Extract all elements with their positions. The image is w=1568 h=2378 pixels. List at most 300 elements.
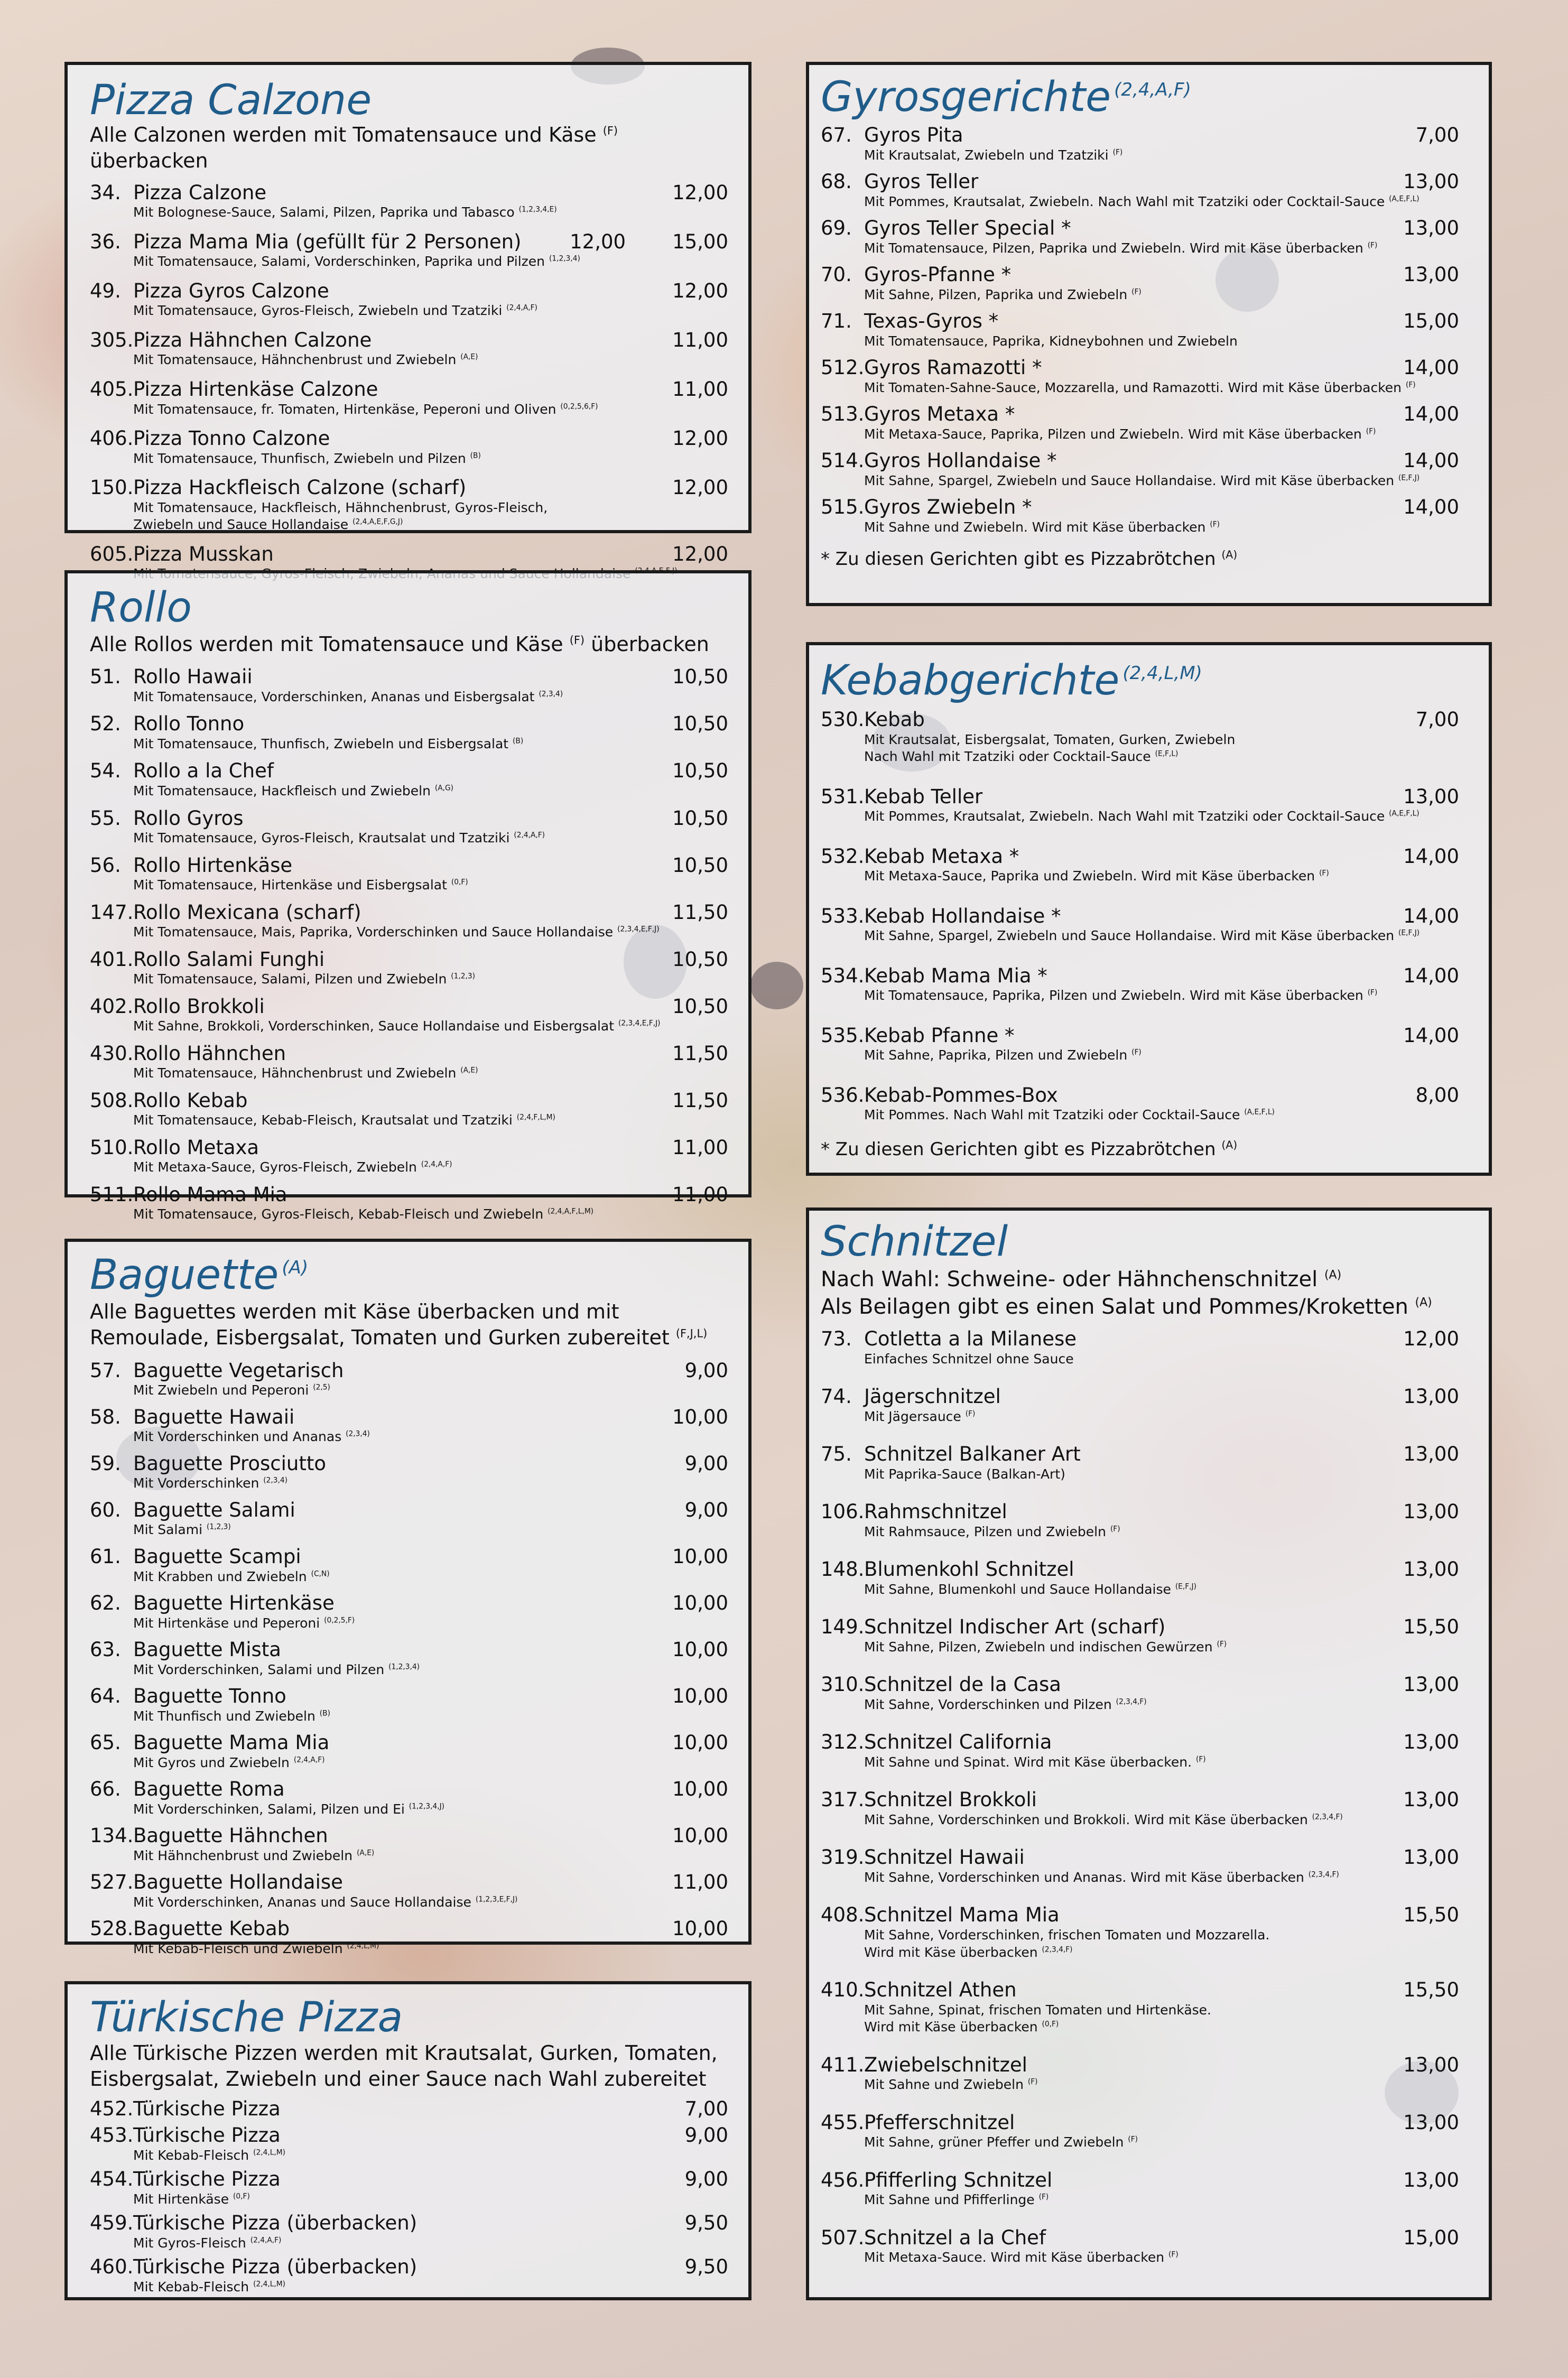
item-number: 56. [90,853,121,877]
item-price: 15,50 [1403,1615,1459,1639]
item-price: 14,00 [1403,356,1459,379]
item-name: Kebab [864,708,925,731]
item-price: 14,00 [1403,449,1459,472]
item-name: Schnitzel Mama Mia [864,1903,1060,1927]
allergen-codes: (2,4,A,F) [250,2236,282,2245]
allergen-codes: (F) [1319,869,1329,878]
allergen-codes: (A,E,F,L) [1389,194,1419,203]
item-number: 150. [90,476,134,499]
item-description: Mit Tomatensauce, Thunfisch, Zwiebeln und Pilzen $^{(B)}$ [133,450,481,466]
item-description: Mit Tomatensauce, Hirtenkäse und Eisbergsalat $^{(0,F)}$ [133,877,468,893]
item-price: 10,00 [672,1545,728,1568]
menu-item-row [821,1846,1459,1869]
menu-item [90,1732,728,1771]
menu-item [821,965,1459,1005]
item-name: Blumenkohl Schnitzel [864,1558,1074,1581]
menu-item-row [821,846,1459,868]
menu-list [821,1328,1459,2266]
menu-item-row [90,1732,728,1754]
item-name: Kebab Metaxa * [864,844,1019,868]
item-description: Mit Krabben und Zwiebeln $^{(C,N)}$ [133,1568,330,1584]
section-intro: Alle Rollos werden mit Tomatensauce und Käse $^{(F)}$ überbacken [90,633,709,656]
allergen-codes: (1,2,3,4) [388,1662,420,1671]
item-description: Mit Sahne, Pilzen, Zwiebeln und indischen Gewürzen $^{(F)}$ [864,1639,1227,1655]
item-description: Mit Tomatensauce, Hähnchenbrust und Zwiebeln $^{(A,E)}$ [133,352,478,368]
allergen-codes: (F) [1038,2193,1049,2201]
menu-item [90,713,728,753]
item-description: Mit Vorderschinken und Ananas $^{(2,3,4)}$ [133,1429,370,1445]
item-description: Mit Sahne, Spinat, frischen Tomaten und Hirtenkäse. Wird mit Käse überbacken $^{(0,F)}$ [864,2002,1212,2035]
item-number: 401. [90,948,134,971]
item-number: 405. [90,377,134,401]
menu-item [90,378,728,418]
menu-item [90,1546,728,1585]
allergen-codes: (F) [1196,1755,1206,1764]
menu-item [90,329,728,369]
item-price: 9,00 [684,1359,728,1382]
menu-item [90,807,728,847]
item-description: Mit Sahne, grüner Pfeffer und Zwiebeln $^{(F)}$ [864,2134,1138,2150]
item-description: Mit Sahne, Vorderschinken und Ananas. Wird mit Käse überbacken $^{(2,3,4,F)}$ [864,1869,1339,1885]
menu-item [821,264,1459,303]
item-name: Gyros Hollandaise * [864,449,1057,472]
allergen-codes: (F) [1367,988,1378,997]
menu-item-row [821,1979,1459,2002]
item-description: Mit Kebab-Fleisch $^{(2,4,L,M)}$ [133,2279,285,2295]
item-description: Mit Tomatensauce, Paprika, Pilzen und Zwiebeln. Wird mit Käse überbacken $^{(F)}$ [864,988,1378,1004]
section-intro: Alle Türkische Pizzen werden mit Krautsalat, Gurken, Tomaten, Eisbergsalat, Zwiebeln und einer Sauce nach Wahl zubereitet [90,2041,718,2091]
item-price: 11,00 [672,1183,728,1206]
item-price: 15,50 [1403,1978,1459,2002]
menu-item-row [90,428,728,450]
item-number: 402. [90,995,134,1018]
menu-item-row [90,1043,728,1065]
menu-item-row [90,182,728,205]
item-description: Mit Metaxa-Sauce, Paprika, Pilzen und Zwiebeln. Wird mit Käse überbacken $^{(F)}$ [864,426,1376,442]
item-description: Mit Metaxa-Sauce, Gyros-Fleisch, Zwiebeln $^{(2,4,A,F)}$ [133,1159,452,1175]
item-name: Baguette Prosciutto [133,1452,326,1475]
section-title: Rollo [90,584,192,631]
item-description: Mit Tomaten-Sahne-Sauce, Mozzarella, und Ramazotti. Wird mit Käse überbacken $^{(F)}$ [864,379,1416,395]
item-name: Gyros Zwiebeln * [864,496,1032,519]
item-description: Mit Sahne, Paprika, Pilzen und Zwiebeln $^{(F)}$ [864,1047,1142,1063]
allergen-codes: (1,2,3) [206,1523,231,1532]
item-name: Jägerschnitzel [864,1385,1001,1408]
menu-item-row [90,1137,728,1159]
item-price: 7,00 [684,2097,728,2120]
menu-list [90,182,728,583]
menu-item [90,2098,728,2121]
menu-item [821,1789,1459,1828]
item-name: Gyros-Pfanne * [864,263,1012,286]
item-price: 13,00 [1403,2168,1459,2191]
item-name: Türkische Pizza [133,2124,281,2147]
item-description: Mit Hirtenkäse und Peperoni $^{(0,2,5,F)}$ [133,1615,355,1631]
menu-item [90,1592,728,1632]
item-name: Baguette Hawaii [133,1405,295,1428]
item-number: 134. [90,1824,134,1847]
menu-item [90,1453,728,1492]
menu-item-row [821,2112,1459,2134]
item-name: Zwiebelschnitzel [864,2053,1027,2076]
allergen-codes: (F) [1027,2077,1038,2086]
menu-list [821,124,1459,536]
item-number: 512. [821,356,865,379]
item-number: 534. [821,964,865,987]
section-title: Kebabgerichte $^{(2,4,L,M)}$ [821,657,1202,704]
menu-item-row [90,2256,728,2279]
item-description: Mit Pommes, Krautsalat, Zwiebeln. Nach Wahl mit Tzatziki oder Cocktail-Sauce $^{(A,E,F,L)}$ [864,193,1419,209]
item-number: 310. [821,1673,865,1696]
allergen-codes: (F) [1367,241,1378,250]
menu-item-row [821,1386,1459,1408]
menu-item [821,1501,1459,1540]
allergen-codes: (B) [513,737,524,746]
menu-item [821,786,1459,825]
menu-item [90,1043,728,1082]
menu-item-row [90,854,728,877]
section-baguette [64,1239,751,1956]
menu-item [90,1639,728,1678]
menu-item-row [90,1918,728,1940]
menu-item-row [90,1546,728,1568]
allergen-codes: (1,2,3) [451,972,475,981]
menu-item-row [90,996,728,1018]
item-price: 13,00 [1403,2053,1459,2076]
menu-item [90,1918,728,1957]
item-name: Baguette Mista [133,1638,281,1661]
allergen-codes: (2,5) [313,1383,330,1392]
menu-item-row [90,1592,728,1615]
item-name: Baguette Hirtenkäse [133,1592,335,1615]
item-number: 430. [90,1042,134,1065]
item-name: Schnitzel Balkaner Art [864,1443,1081,1466]
allergen-codes: (2,4,A,F) [293,1755,325,1764]
item-number: 532. [821,844,865,868]
item-name: Schnitzel California [864,1731,1052,1754]
menu-item [90,2212,728,2252]
menu-item [821,1386,1459,1425]
item-name: Pizza Tonno Calzone [133,427,330,450]
allergen-codes: (F) [1131,1048,1142,1057]
menu-item-row [821,965,1459,988]
allergen-codes: (2,3,4,E,F,J) [617,925,660,934]
item-name: Gyros Metaxa * [864,403,1015,426]
menu-item-row [821,171,1459,193]
item-name: Rollo Hirtenkäse [133,853,293,877]
item-description: Mit Sahne, Pilzen, Paprika und Zwiebeln $^{(F)}$ [864,286,1142,302]
allergen-codes: (F) [1168,2250,1179,2259]
item-description: Mit Thunfisch und Zwiebeln $^{(B)}$ [133,1708,330,1724]
item-description: Mit Kebab-Fleisch und Zwiebeln $^{(2,4,L,M)}$ [133,1940,379,1956]
section-intro: Alle Calzonen werden mit Tomatensauce und Käse $^{(F)}$ überbacken [90,123,618,173]
allergen-codes: (0,F) [1042,2020,1059,2029]
menu-item-row [821,1904,1459,1927]
allergen-codes: (F) [1405,380,1416,389]
item-number: 70. [821,263,852,286]
item-description: Mit Jägersauce $^{(F)}$ [864,1408,976,1424]
menu-item [821,1025,1459,1064]
item-price: 7,00 [1415,708,1459,731]
menu-item-row [90,2212,728,2235]
section-note: * Zu diesen Gerichten gibt es Pizzabrötchen $^{(A)}$ [821,549,1238,570]
item-description: Mit Vorderschinken, Salami, Pilzen und Ei $^{(1,2,3,4,J)}$ [133,1801,445,1817]
item-price: 9,00 [684,1452,728,1475]
item-price: 13,00 [1403,1558,1459,1581]
item-name: Rollo Kebab [133,1089,248,1112]
menu-item-row [821,496,1459,519]
menu-item [90,1184,728,1223]
item-price: 10,50 [672,948,728,971]
item-price: 12,00 [672,542,728,565]
item-name: Gyros Pita [864,124,963,146]
item-description: Mit Sahne, Spargel, Zwiebeln und Sauce Hollandaise. Wird mit Käse überbacken $^{(E,F,J)}$ [864,928,1420,944]
menu-item [90,477,728,534]
item-number: 52. [90,712,121,736]
menu-item [821,357,1459,396]
allergen-codes: (2,3,4,F) [1042,1945,1073,1954]
menu-item-row [821,1674,1459,1696]
item-description: Mit Tomatensauce, Hackfleisch, Hähnchenbrust, Gyros-Fleisch, Zwiebeln und Sauce Hollandaise $^{(2,4,A,E,F,G,J)}$ [133,499,548,533]
item-price: 10,50 [672,806,728,830]
menu-item [821,1443,1459,1483]
allergen-codes: (E,F,L) [1155,749,1179,758]
item-name: Kebab Hollandaise * [864,904,1061,927]
item-price: 10,00 [672,1824,728,1847]
allergen-codes: (F) [1110,1525,1120,1534]
menu-item-row [821,2054,1459,2077]
menu-item [90,1137,728,1176]
item-description: Mit Hähnchenbrust und Zwiebeln $^{(A,E)}$ [133,1847,375,1863]
item-number: 507. [821,2226,865,2249]
item-name: Schnitzel Brokkoli [864,1788,1037,1812]
item-number: 454. [90,2168,134,2191]
item-name: Rollo Hawaii [133,665,253,689]
allergen-codes: (2,4,A,E,F,G,J) [352,517,403,526]
item-number: 36. [90,230,121,253]
item-name: Baguette Tonno [133,1685,286,1708]
menu-item-row [821,1501,1459,1524]
menu-item-row [90,231,728,254]
menu-item-row [90,1360,728,1382]
item-number: 510. [90,1136,134,1159]
allergen-codes: (A,E,F,L) [1244,1108,1275,1117]
item-price: 10,00 [672,1638,728,1661]
item-description: Einfaches Schnitzel ohne Sauce [864,1351,1074,1367]
item-number: 456. [821,2168,865,2191]
allergen-codes: (2,3,4,F) [1312,1813,1343,1822]
item-description: Mit Gyros-Fleisch $^{(2,4,A,F)}$ [133,2235,282,2251]
item-description: Mit Sahne und Pfifferlinge $^{(F)}$ [864,2192,1049,2208]
section-note: * Zu diesen Gerichten gibt es Pizzabrötchen $^{(A)}$ [821,1138,1238,1160]
item-number: 452. [90,2097,134,2120]
item-price: 13,00 [1403,263,1459,286]
item-number: 459. [90,2212,134,2235]
allergen-codes: (2,3,4) [263,1476,287,1485]
menu-item-row [90,329,728,352]
item-price: 13,00 [1403,1385,1459,1408]
section-gyrosgerichte [806,62,1492,606]
menu-item [90,1871,728,1911]
item-name: Rollo Hähnchen [133,1042,286,1065]
allergen-codes: (2,4,L,M) [347,1942,379,1950]
allergen-codes: (2,3,4,E,F,J) [618,1019,661,1028]
section-intro: Nach Wahl: Schweine- oder Hähnchenschnitzel $^{(A)}$ Als Beilagen gibt es einen Salat und Pommes/Kroketten $^{(A)}$ [821,1267,1432,1319]
item-name: Schnitzel Indischer Art (scharf) [864,1615,1166,1639]
menu-item-row [821,217,1459,240]
allergen-codes: (2,3,4) [539,690,563,699]
allergen-codes: (2,4,L,M) [253,2280,285,2289]
item-number: 60. [90,1498,121,1521]
menu-item-row [821,1558,1459,1581]
allergen-codes: (2,4,A,F,L,M) [548,1207,594,1216]
item-description: Mit Tomatensauce, Hackfleisch und Zwiebeln $^{(A,G)}$ [133,783,454,799]
menu-item-row [821,310,1459,333]
item-name: Kebab-Pommes-Box [864,1083,1058,1107]
menu-item-row [821,1025,1459,1047]
menu-item [821,846,1459,885]
allergen-codes: (1,2,3,E,F,J) [475,1895,518,1904]
menu-item [821,310,1459,350]
menu-item-row [821,905,1459,928]
menu-item-row [821,1731,1459,1754]
item-name: Gyros Teller [864,170,979,193]
menu-item [821,171,1459,210]
item-price: 13,00 [1403,785,1459,808]
item-description: Mit Hirtenkäse $^{(0,F)}$ [133,2191,250,2207]
item-price: 10,00 [672,1405,728,1428]
item-number: 68. [821,170,852,193]
item-number: 73. [821,1327,852,1350]
item-name: Pfefferschnitzel [864,2111,1015,2134]
item-price: 13,00 [1403,1788,1459,1812]
menu-list [821,709,1459,1124]
allergen-codes: (F) [1128,2135,1138,2144]
item-description: Mit Sahne, Vorderschinken und Brokkoli. Wird mit Käse überbacken $^{(2,3,4,F)}$ [864,1812,1343,1827]
item-price: 10,00 [672,1685,728,1708]
allergen-codes: (F) [1131,287,1142,296]
item-number: 319. [821,1846,865,1869]
item-name: Pizza Mama Mia (gefüllt für 2 Personen) [133,230,522,253]
menu-item [821,2227,1459,2266]
item-number: 527. [90,1871,134,1894]
item-price: 14,00 [1403,844,1459,868]
item-name: Baguette Kebab [133,1917,290,1940]
item-number: 63. [90,1638,121,1661]
item-price: 15,00 [672,230,728,253]
allergen-codes: (2,3,4,F) [1308,1870,1339,1879]
item-name: Schnitzel Athen [864,1978,1017,2002]
item-description: Mit Tomatensauce, Pilzen, Paprika und Zwiebeln. Wird mit Käse überbacken $^{(F)}$ [864,240,1378,256]
item-number: 513. [821,403,865,426]
item-price: 10,50 [672,759,728,783]
item-description: Mit Sahne, Vorderschinken und Pilzen $^{(2,3,4,F)}$ [864,1696,1147,1712]
menu-item [90,1499,728,1539]
section-schnitzel [806,1207,1492,2300]
item-number: 455. [821,2111,865,2134]
item-description: Mit Tomatensauce, Mais, Paprika, Vorderschinken und Sauce Hollandaise $^{(2,3,4,E,F,J)}$ [133,924,660,940]
item-name: Rollo Salami Funghi [133,948,325,971]
menu-item [90,1406,728,1446]
allergen-codes: (2,3,4,F) [1116,1697,1147,1706]
item-price: 11,00 [672,377,728,401]
menu-item [90,760,728,800]
allergen-codes: (2,4,A,F) [514,831,545,840]
item-description: Mit Vorderschinken $^{(2,3,4)}$ [133,1475,287,1491]
section-title: Baguette $^{(A)}$ [90,1251,309,1299]
item-number: 312. [821,1731,865,1754]
menu-item [821,450,1459,489]
item-name: Baguette Salami [133,1498,295,1521]
item-price: 13,00 [1403,2111,1459,2134]
item-price: 15,50 [1403,1903,1459,1927]
item-name: Texas-Gyros * [864,310,999,333]
menu-item [821,1846,1459,1886]
item-price: 14,00 [1403,403,1459,426]
item-number: 147. [90,900,134,924]
menu-item [90,2256,728,2296]
menu-item-row [90,378,728,401]
item-description: Mit Bolognese-Sauce, Salami, Pilzen, Paprika und Tabasco $^{(1,2,3,4,E)}$ [133,205,557,220]
item-description: Mit Tomatensauce, Paprika, Kidneybohnen und Zwiebeln [864,333,1238,349]
allergen-codes: (1,2,3,4) [549,255,580,264]
item-price: 13,00 [1403,1673,1459,1696]
item-number: 106. [821,1500,865,1524]
allergen-codes: (E,F,J) [1398,473,1420,482]
item-number: 453. [90,2124,134,2147]
menu-item-row [90,1871,728,1894]
menu-item-row [90,1406,728,1429]
menu-item [90,428,728,467]
item-name: Gyros Teller Special * [864,217,1071,240]
item-number: 460. [90,2255,134,2279]
item-name: Baguette Scampi [133,1545,301,1568]
item-description: Mit Sahne und Spinat. Wird mit Käse überbacken. $^{(F)}$ [864,1754,1206,1770]
item-description: Mit Sahne, Vorderschinken, frischen Tomaten und Mozzarella. Wird mit Käse überbacken $^{(2,3,4,F)}$ [864,1927,1270,1960]
allergen-codes: (2,4,F,L,M) [516,1113,555,1122]
item-price-small: 12,00 [570,230,626,253]
section-title: Türkische Pizza [90,1994,403,2041]
item-number: 62. [90,1592,121,1615]
item-name: Baguette Hollandaise [133,1871,343,1894]
menu-list [90,1360,728,1958]
menu-item-row [90,902,728,924]
item-price: 9,50 [684,2212,728,2235]
allergen-codes: (A,G) [434,784,454,793]
allergen-codes: (E,F,J) [1398,928,1420,937]
item-name: Rollo Tonno [133,712,245,736]
item-name: Gyros Ramazotti * [864,356,1042,379]
menu-item-row [90,1090,728,1112]
item-number: 514. [821,449,865,472]
item-price: 15,00 [1403,2226,1459,2249]
allergen-codes: (F) [1217,1640,1227,1649]
menu-item-row [90,1825,728,1847]
item-number: 34. [90,181,121,204]
allergen-codes: (E,F,J) [1175,1582,1196,1591]
item-price: 10,00 [672,1917,728,1940]
allergen-codes: (2,3,4) [346,1430,370,1439]
item-description: Mit Metaxa-Sauce, Paprika und Zwiebeln. Wird mit Käse überbacken $^{(F)}$ [864,868,1329,884]
item-number: 530. [821,708,865,731]
menu-item [821,1979,1459,2036]
item-price: 15,00 [1403,310,1459,333]
item-description: Mit Pommes, Krautsalat, Zwiebeln. Nach Wahl mit Tzatziki oder Cocktail-Sauce $^{(A,E,F,L)}$ [864,809,1419,824]
item-name: Rollo a la Chef [133,759,274,783]
item-name: Pizza Hackfleisch Calzone (scharf) [133,476,467,499]
menu-item-row [90,543,728,566]
menu-item [90,1090,728,1129]
